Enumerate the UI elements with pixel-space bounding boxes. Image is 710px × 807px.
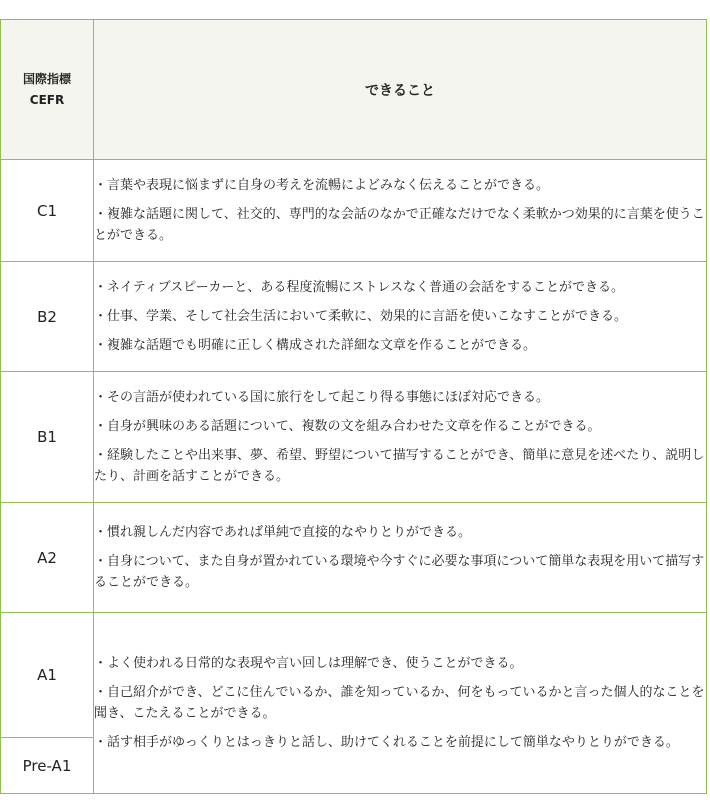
level-c1: C1 (1, 160, 94, 262)
table-row-b1 (1, 372, 707, 503)
list-item: ・言葉や表現に悩まずに自身の考えを流暢によどみなく伝えることができる。 (94, 178, 550, 193)
header-level-line1: 国際指標 (22, 71, 71, 86)
desc-b1 (94, 372, 707, 503)
level-b1: B1 (1, 372, 94, 503)
list-item: ・仕事、学業、そして社会生活において柔軟に、効果的に言語を使いこなすことができる。 (94, 309, 628, 324)
level-b2: B2 (1, 262, 94, 372)
level-a1: A1 (1, 613, 94, 738)
table-row-a2 (1, 503, 707, 613)
list-item: ・自己紹介ができ、どこに住んでいるか、誰を知っているか、何をもっているかと言った個人的なことを聞き、こたえることができる。 (94, 685, 705, 721)
table-row-b2 (1, 262, 707, 372)
list-item: ・その言語が使われている国に旅行をして起こり得る事態にほぼ対応できる。 (94, 390, 550, 405)
desc-c1 (94, 160, 707, 262)
header-level-line2: CEFR (29, 92, 65, 107)
table-row-a1 (1, 613, 707, 738)
list-item: ・経験したことや出来事、夢、希望、野望について描写することができ、簡単に意見を述べたり、説明したり、計画を話すことができる。 (94, 448, 705, 484)
header-level (1, 20, 94, 160)
list-item: ・複雑な話題でも明確に正しく構成された詳細な文章を作ることができる。 (94, 338, 537, 353)
desc-a2 (94, 503, 707, 613)
list-item: ・自身が興味のある話題について、複数の文を組み合わせた文章を作ることができる。 (94, 419, 601, 434)
header-can-do: できること (94, 20, 707, 160)
list-item: ・自身について、また自身が置かれている環境や今すぐに必要な事項について簡単な表現を用いて描写することができる。 (94, 554, 705, 590)
list-item: ・ネイティブスピーカーと、ある程度流暢にストレスなく普通の会話をすることができる。 (94, 280, 625, 295)
header-row (1, 20, 707, 160)
level-pre-a1: Pre-A1 (1, 738, 94, 794)
table-row-c1 (1, 160, 707, 262)
list-item: ・話す相手がゆっくりとはっきりと話し、助けてくれることを前提にして簡単なやりとりができる。 (94, 735, 679, 750)
desc-a1 (94, 613, 707, 794)
list-item: ・よく使われる日常的な表現や言い回しは理解でき、使うことができる。 (94, 656, 523, 671)
cefr-table (0, 19, 707, 794)
desc-b2 (94, 262, 707, 372)
list-item: ・複雑な話題に関して、社交的、専門的な会話のなかで正確なだけでなく柔軟かつ効果的に言葉を使うことができる。 (94, 207, 705, 243)
level-a2: A2 (1, 503, 94, 613)
list-item: ・慣れ親しんだ内容であれば単純で直接的なやりとりができる。 (94, 525, 472, 540)
